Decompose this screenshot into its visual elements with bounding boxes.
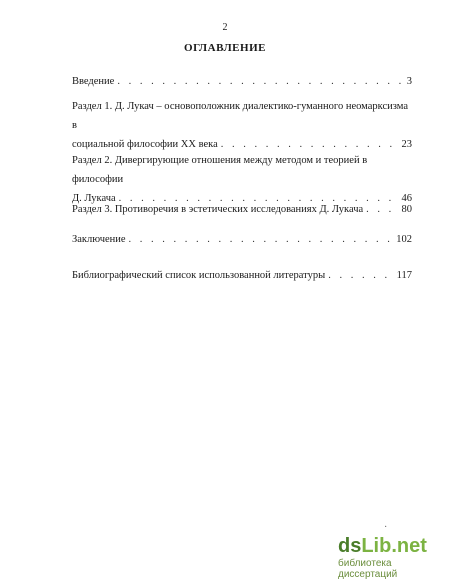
toc-entry-introduction[interactable] [72,72,412,91]
toc-entry-label: Библиографический список использованной литературы [72,270,326,281]
toc-leader-dots [328,266,393,285]
toc-entry-page: 46 [401,193,412,204]
toc-leader-dots [366,200,398,219]
toc-entry-page: 3 [406,76,412,87]
watermark-logo: dsLib.net [338,535,427,557]
toc-entry-label-continued: социальной философии XX века [72,139,218,150]
toc-entry-page: 117 [396,270,412,281]
toc-entry-conclusion[interactable] [72,230,412,249]
toc-leader-dots [117,72,403,91]
watermark [338,535,448,580]
watermark-subtitle: библиотека диссертаций [338,558,398,580]
stray-mark: · [384,522,388,533]
toc-entry-label: Раздел 3. Противоречия в эстетических исследованиях Д. Лукача [72,204,364,215]
toc-entry-label: Раздел 2. Дивергирующие отношения между методом и теорией в философии [72,155,368,185]
toc-entry-page: 102 [396,234,412,245]
toc-entry-page: 80 [401,204,412,215]
toc-entry-label: Раздел 1. Д. Лукач – основоположник диалектико-гуманного неомарксизма в [72,101,408,131]
toc-entry-section-1[interactable] [72,97,412,154]
toc-entry-label: Введение [72,76,115,87]
toc-entry-page: 23 [401,139,412,150]
toc-entry-bibliography[interactable] [72,266,412,285]
toc-entry-label-continued: Д. Лукача [72,193,116,204]
toc-entry-section-3[interactable] [72,200,412,219]
page-number: 2 [222,22,228,33]
page-title: ОГЛАВЛЕНИЕ [184,42,266,54]
toc-entry-label: Заключение [72,234,126,245]
toc-leader-dots [129,230,394,249]
